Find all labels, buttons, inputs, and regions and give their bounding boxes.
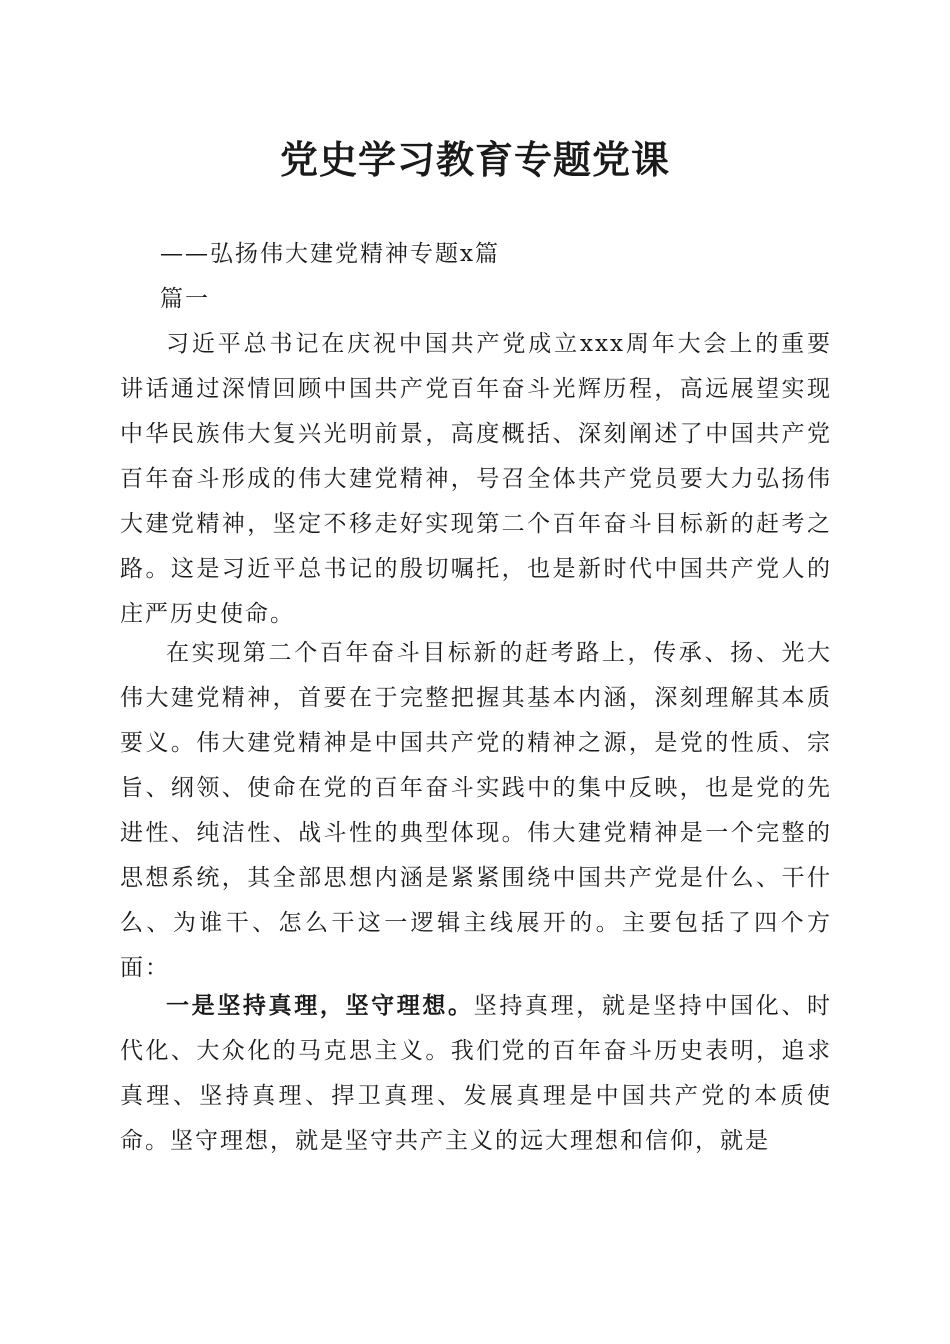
document-subtitle: ——弘扬伟大建党精神专题x篇 — [160, 241, 500, 267]
document-title: 党史学习教育专题党课 — [279, 137, 670, 182]
paragraph-2: 在实现第二个百年奋斗目标新的赶考路上，传承、扬、光大伟大建党精神，首要在于完整把握其基本内涵，深刻理解其本质要义。伟大建党精神是中国共产党的精神之源，是党的性质、宗旨、纲领、使命在党的百年奋斗实践中的集中反映，也是党的先进性、纯洁性、战斗性的典型体现。伟大建党精神是一个完整的思想系统，其全部思想内涵是紧紧围绕中国共产党是什么、干什么、为谁干、怎么干这一逻辑主线展开的。主要包括了四个方面： — [120, 640, 832, 981]
section-label: 篇一 — [160, 286, 210, 312]
paragraph-3 — [120, 983, 832, 1164]
paragraph-1: 习近平总书记在庆祝中国共产党成立xxx周年大会上的重要讲话通过深情回顾中国共产党百年奋斗光辉历程，高远展望实现中华民族伟大复兴光明前景，高度概括、深刻阐述了中国共产党百年奋斗形成的伟大建党精神，号召全体共产党员要大力弘扬伟大建党精神，坚定不移走好实现第二个百年奋斗目标新的赶考之路。这是习近平总书记的殷切嘱托，也是新时代中国共产党人的庄严历史使命。 — [120, 331, 832, 627]
paragraph-3-body: 坚持真理，就是坚持中国化、时代化、大众化的马克思主义。我们党的百年奋斗历史表明，追求真理、坚持真理、捍卫真理、发展真理是中国共产党的本质使命。坚守理想，就是坚守共产主义的远大理想和信仰，就是 — [120, 993, 833, 1154]
paragraph-3-lead: 一是坚持真理，坚守理想。 — [166, 992, 474, 1019]
